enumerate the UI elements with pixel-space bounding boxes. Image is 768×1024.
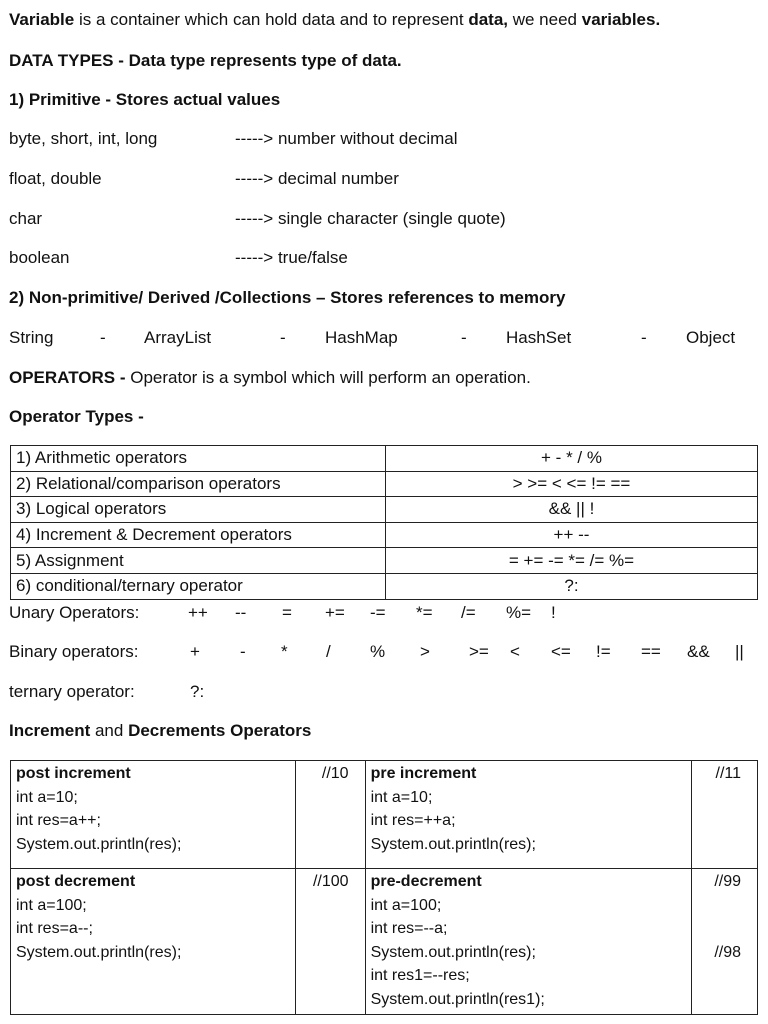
- non-primitive-separator: -: [641, 328, 647, 347]
- primitive-desc-3: -----> true/false: [235, 248, 348, 267]
- operator-type-symbols: ?:: [386, 573, 758, 599]
- operator-type-name: 3) Logical operators: [11, 497, 386, 523]
- ternary-label: ternary operator:: [9, 682, 135, 701]
- binary-label: Binary operators:: [9, 642, 139, 661]
- binary-symbol: *: [281, 642, 288, 661]
- table-row: [11, 471, 758, 497]
- primitive-types-0: byte, short, int, long: [9, 129, 158, 148]
- table-row: [11, 761, 758, 869]
- primitive-types-3: boolean: [9, 248, 70, 267]
- code-line: System.out.println(res);: [370, 943, 536, 961]
- table-row: [11, 522, 758, 548]
- post-decrement-title: post decrement: [16, 873, 136, 890]
- inc-heading-part: and: [90, 721, 129, 740]
- non-primitive-item: String: [9, 328, 54, 347]
- binary-symbol: <: [510, 642, 520, 661]
- pre-increment-cell: [365, 761, 691, 869]
- inc-dec-table: [10, 760, 758, 1015]
- operators-definition: [9, 368, 531, 388]
- primitive-desc-1: -----> decimal number: [235, 169, 399, 188]
- inc-heading-part: Decrements Operators: [128, 721, 312, 740]
- code-line: int a=10;: [370, 788, 433, 806]
- term-variable: Variable: [9, 10, 75, 29]
- pre-increment-title: pre increment: [370, 765, 477, 782]
- primitive-heading: 1) Primitive - Stores actual values: [9, 90, 281, 109]
- code-line: int res=a++;: [16, 812, 101, 830]
- intro-text-1: is a container which can hold data and to represent: [74, 10, 469, 29]
- operator-type-symbols: ++ --: [386, 522, 758, 548]
- operator-type-name: 5) Assignment: [11, 548, 386, 574]
- non-primitive-item: ArrayList: [144, 328, 212, 347]
- binary-symbol: ==: [641, 642, 661, 661]
- operators-label: OPERATORS -: [9, 368, 131, 387]
- pre-decrement-comment-1: //99: [714, 873, 741, 890]
- unary-label: Unary Operators:: [9, 603, 140, 622]
- binary-symbol: %: [370, 642, 386, 661]
- pre-decrement-comment-2: //98: [714, 943, 741, 961]
- non-primitive-item: Object: [686, 328, 736, 347]
- unary-symbol: *=: [416, 603, 433, 622]
- term-variables: variables.: [581, 10, 661, 29]
- unary-symbol: +=: [325, 603, 345, 622]
- primitive-desc-0: -----> number without decimal: [235, 129, 458, 148]
- binary-symbol: ||: [735, 642, 744, 661]
- unary-symbol: -=: [370, 603, 386, 622]
- post-increment-cell: [11, 761, 296, 869]
- operator-type-name: 1) Arithmetic operators: [11, 446, 386, 472]
- table-row: [11, 548, 758, 574]
- inc-heading-part: Increment: [9, 721, 91, 740]
- primitive-types-2: char: [9, 209, 43, 228]
- pre-decrement-cell: [365, 869, 691, 1015]
- binary-symbol: /: [326, 642, 331, 661]
- table-row: [11, 497, 758, 523]
- code-line: System.out.println(res);: [16, 835, 182, 853]
- operator-type-symbols: && || !: [386, 497, 758, 523]
- post-increment-comment: //10: [295, 761, 365, 869]
- non-primitive-separator: -: [461, 328, 467, 347]
- code-line: int a=100;: [370, 896, 442, 914]
- non-primitive-heading: 2) Non-primitive/ Derived /Collections – Stores references to memory: [9, 288, 566, 307]
- binary-symbol: <=: [551, 642, 571, 661]
- operator-types-heading: Operator Types -: [9, 407, 144, 426]
- data-types-heading: DATA TYPES - Data type represents type of data.: [9, 51, 402, 70]
- primitive-desc-2: -----> single character (single quote): [235, 209, 506, 228]
- unary-symbol: !: [551, 603, 556, 622]
- code-line: int res1=--res;: [370, 967, 470, 985]
- primitive-types-1: float, double: [9, 169, 102, 188]
- operator-type-symbols: = += -= *= /= %=: [386, 548, 758, 574]
- non-primitive-separator: -: [100, 328, 106, 347]
- code-line: int res=++a;: [370, 812, 456, 830]
- unary-symbol: --: [235, 603, 247, 622]
- operator-types-table: [10, 445, 758, 600]
- operator-type-name: 4) Increment & Decrement operators: [11, 522, 386, 548]
- pre-decrement-comments: [692, 869, 758, 1015]
- code-line: int a=100;: [16, 896, 87, 914]
- inc-dec-heading: [9, 721, 311, 741]
- code-line: int res=a--;: [16, 920, 93, 938]
- unary-symbol: ++: [188, 603, 208, 622]
- table-row: [11, 869, 758, 1015]
- operator-type-symbols: + - * / %: [386, 446, 758, 472]
- binary-symbol: +: [190, 642, 200, 661]
- code-line: System.out.println(res);: [16, 943, 182, 961]
- unary-symbol: =: [282, 603, 292, 622]
- binary-symbol: -: [240, 642, 246, 661]
- post-increment-title: post increment: [16, 765, 131, 782]
- operators-text: Operator is a symbol which will perform an operation.: [130, 368, 531, 387]
- table-row: [11, 446, 758, 472]
- non-primitive-item: HashSet: [506, 328, 572, 347]
- pre-decrement-title: pre-decrement: [370, 873, 482, 890]
- pre-increment-comment: //11: [692, 761, 758, 869]
- binary-symbol: !=: [596, 642, 611, 661]
- binary-symbol: >: [420, 642, 430, 661]
- ternary-symbol: ?:: [190, 682, 205, 701]
- unary-symbol: %=: [506, 603, 532, 622]
- non-primitive-separator: -: [280, 328, 286, 347]
- code-line: int res=--a;: [370, 920, 448, 938]
- unary-symbol: /=: [461, 603, 476, 622]
- post-decrement-cell: [11, 869, 296, 1015]
- binary-symbol: >=: [469, 642, 489, 661]
- operator-type-symbols: > >= < <= != ==: [386, 471, 758, 497]
- binary-symbol: &&: [687, 642, 710, 661]
- code-line: System.out.println(res);: [370, 835, 536, 853]
- operator-type-name: 2) Relational/comparison operators: [11, 471, 386, 497]
- code-line: int a=10;: [16, 788, 78, 806]
- code-line: System.out.println(res1);: [370, 990, 545, 1008]
- table-row: [11, 573, 758, 599]
- intro-line: [9, 10, 660, 30]
- operator-type-name: 6) conditional/ternary operator: [11, 573, 386, 599]
- non-primitive-item: HashMap: [325, 328, 398, 347]
- term-data: data,: [468, 10, 508, 29]
- post-decrement-comment: //100: [295, 869, 365, 1015]
- intro-text-2: we need: [508, 10, 582, 29]
